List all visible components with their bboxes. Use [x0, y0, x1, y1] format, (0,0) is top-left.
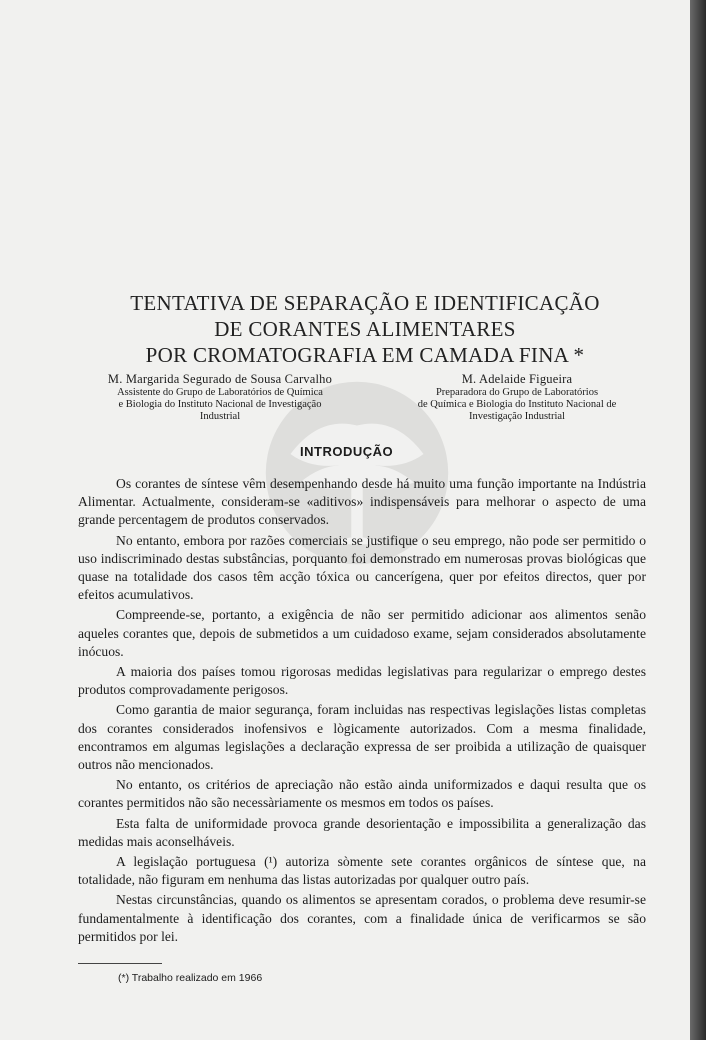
paragraph: Como garantia de maior segurança, foram incluidas nas respectivas legislações listas completas dos corantes considerados inofensivos e lògicamente autorizados. Com a mesma finalidade, encontramos em algumas legislações a declaração expressa de ser proibida a utilização de quaisquer outros não mencionados.: [78, 702, 646, 773]
author-affiliation-line: e Biologia do Instituto Nacional de Investigação: [118, 399, 322, 410]
author-affiliation-line: Industrial: [199, 411, 241, 422]
paragraph: Compreende-se, portanto, a exigência de não ser permitido adicionar aos alimentos senão aqueles corantes que, depois de submetidos a um cuidadoso exame, sejam considerados absolutamente inócuos.: [78, 607, 646, 659]
page-edge-shadow: [690, 0, 706, 1040]
author-block-1: [70, 372, 370, 423]
paragraph: No entanto, os critérios de apreciação não estão ainda uniformizados e daqui resulta que os corantes permitidos não são necessàriamente os mesmos em todos os países.: [78, 777, 646, 811]
title-line-2: DE CORANTES ALIMENTARES: [214, 317, 516, 341]
paragraph: A legislação portuguesa (¹) autoriza sòmente sete corantes orgânicos de síntese que, na totalidade, não figuram em nenhuma das listas autorizadas por qualquer outro país.: [78, 854, 646, 888]
author-block-2: [382, 372, 652, 423]
author-affiliation-line: de Química e Biologia do Instituto Nacional de: [417, 399, 617, 410]
paragraph: Os corantes de síntese vêm desempenhando desde há muito uma função importante na Indústria Alimentar. Actualmente, consideram-se «aditivos» indispensáveis para melhorar o aspecto de uma grande percentagem de produtos conservados.: [78, 476, 646, 528]
paragraph: No entanto, embora por razões comerciais se justifique o seu emprego, não pode ser permitido o uso indiscriminado destas substâncias, porquanto foi demonstrado em numerosas provas biológicas que quase na totalidade dos casos têm acção tóxica ou cancerígena, quer por efeitos directos, quer por efeitos acumulativos.: [78, 532, 646, 603]
author-affiliation-line: Preparadora do Grupo de Laboratórios: [435, 387, 599, 398]
author-affiliation-line: Investigação Industrial: [469, 411, 565, 422]
footnote-divider: [78, 963, 162, 964]
author-name: M. Margarida Segurado de Sousa Carvalho: [107, 372, 333, 386]
paragraph: A maioria dos países tomou rigorosas medidas legislativas para regularizar o emprego destes produtos comprovadamente perigosos.: [78, 664, 646, 698]
paragraph: Nestas circunstâncias, quando os alimentos se apresentam corados, o problema deve resumir-se fundamentalmente à identificação dos corantes, com a finalidade única de verificarmos se são permitidos por lei.: [78, 892, 646, 944]
footnote: (*) Trabalho realizado em 1966: [118, 972, 263, 984]
author-affiliation-line: Assistente do Grupo de Laboratórios de Química: [117, 387, 323, 398]
title-line-3: POR CROMATOGRAFIA EM CAMADA FINA *: [145, 343, 585, 367]
body-text: [78, 475, 646, 948]
author-name: M. Adelaide Figueira: [461, 372, 573, 386]
title-line-1: TENTATIVA DE SEPARAÇÃO E IDENTIFICAÇÃO: [130, 291, 600, 315]
section-heading: INTRODUÇÃO: [300, 444, 394, 459]
article-title: [60, 290, 670, 368]
paragraph: Esta falta de uniformidade provoca grande desorientação e impossibilita a generalização das medidas mais aconselháveis.: [78, 815, 646, 849]
